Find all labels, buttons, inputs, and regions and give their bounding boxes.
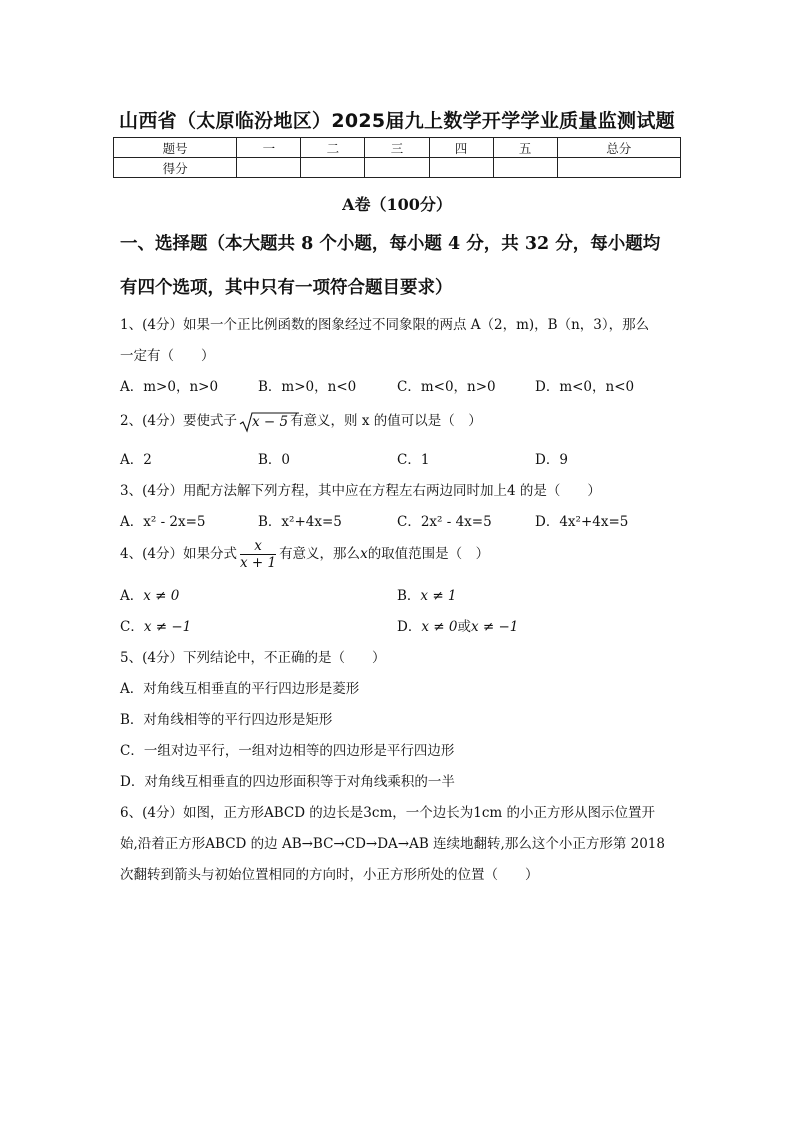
score-cell (301, 158, 365, 178)
q4-option-math: x ≠ −1 (470, 619, 519, 635)
q4-option-math: x ≠ 0 (143, 588, 180, 604)
q1-line: 1、(4分）如果一个正比例函数的图象经过不同象限的两点 A（2，m)，B（n，3），那么 (120, 317, 650, 333)
fraction-expression (240, 538, 276, 571)
exam-title: 山西省（太原临汾地区）2025届九上数学开学学业质量监测试题 (119, 110, 675, 132)
score-header-cell: 题号 (114, 138, 237, 158)
score-header-cell: 五 (493, 138, 557, 158)
sqrt-expression (239, 411, 288, 433)
q4-line (120, 538, 489, 571)
q4-option-or: 或 (457, 619, 471, 635)
q3-option-d: D．4x²+4x=5 (535, 514, 629, 530)
q1-option-b: B．m>0，n<0 (258, 379, 357, 395)
q4-mid: 有意义，那么 (279, 546, 361, 562)
score-header-cell: 一 (237, 138, 301, 158)
q4-option-c (120, 615, 191, 635)
q2-option-d: D．9 (535, 452, 568, 468)
q1-option-c: C．m<0，n>0 (397, 379, 496, 395)
q4-option-d (397, 615, 518, 635)
q5-option-d: D．对角线互相垂直的四边形面积等于对角线乘积的一半 (120, 774, 455, 790)
q2-radicand: x − 5 (251, 413, 289, 430)
radical-sign-icon (239, 411, 299, 433)
score-cell (429, 158, 493, 178)
q1-line: 一定有（ ） (120, 348, 215, 364)
q5-option-a: A．对角线互相垂直的平行四边形是菱形 (120, 681, 360, 697)
q5-line: 5、(4分）下列结论中，不正确的是（ ） (120, 650, 386, 666)
score-header-cell: 总分 (557, 138, 680, 158)
score-header-cell: 四 (429, 138, 493, 158)
q6-line: 次翻转到箭头与初始位置相同的方向时，小正方形所处的位置（ ） (120, 867, 539, 883)
q3-option-c: C．2x² - 4x=5 (397, 514, 492, 530)
q4-option-b (397, 584, 457, 604)
q2-suffix: 有意义，则 x 的值可以是（ ） (290, 413, 482, 429)
q4-option-math: x ≠ −1 (143, 619, 192, 635)
score-row-label: 得分 (114, 158, 237, 178)
score-cell (557, 158, 680, 178)
q4-prefix: 4、(4分）如果分式 (120, 546, 237, 562)
q2-line (120, 409, 482, 433)
score-cell (237, 158, 301, 178)
q4-option-math: x ≠ 1 (420, 588, 457, 604)
q4-suffix: 的取值范围是（ ） (367, 546, 490, 562)
q4-variable: x (360, 546, 368, 562)
q3-line: 3、(4分）用配方法解下列方程，其中应在方程左右两边同时加上4 的是（ ） (120, 483, 601, 499)
q1-option-a: A．m>0，n>0 (120, 379, 219, 395)
q5-option-c: C．一组对边平行，一组对边相等的四边形是平行四边形 (120, 743, 455, 759)
q6-line: 始,沿着正方形ABCD 的边 AB→BC→CD→DA→AB 连续地翻转,那么这个小正方形第 2018 (120, 836, 665, 852)
q5-option-b: B．对角线相等的平行四边形是矩形 (120, 712, 333, 728)
q4-option-letter: A． (120, 588, 144, 604)
score-table-score-row (114, 158, 681, 178)
q2-option-c: C．1 (397, 452, 430, 468)
q4-option-letter: C． (120, 619, 144, 635)
score-header-cell: 三 (365, 138, 429, 158)
section-heading-line: 一、选择题（本大题共 8 个小题，每小题 4 分，共 32 分，每小题均 (120, 234, 661, 254)
q2-prefix: 2、(4分）要使式子 (120, 413, 237, 429)
section-heading (120, 222, 680, 310)
q1-option-d: D．m<0，n<0 (535, 379, 635, 395)
fraction-numerator: x (240, 538, 276, 555)
q3-option-a: A．x² - 2x=5 (120, 514, 206, 530)
q4-option-letter: D． (397, 619, 422, 635)
q2-option-b: B．0 (258, 452, 291, 468)
q6-line: 6、(4分）如图，正方形ABCD 的边长是3cm，一个边长为1cm 的小正方形从图示位置开 (120, 805, 656, 821)
score-table-header-row (114, 138, 681, 158)
q2-option-a: A．2 (120, 452, 152, 468)
fraction-denominator: x + 1 (239, 555, 277, 571)
score-cell (493, 158, 557, 178)
part-title: A卷（100分） (342, 195, 452, 214)
q4-option-a (120, 584, 179, 604)
section-heading-line: 有四个选项，其中只有一项符合题目要求） (120, 278, 453, 298)
score-cell (365, 158, 429, 178)
q4-option-math: x ≠ 0 (421, 619, 458, 635)
score-header-cell: 二 (301, 138, 365, 158)
score-table (113, 137, 681, 178)
q3-option-b: B．x²+4x=5 (258, 514, 342, 530)
q4-option-letter: B． (397, 588, 421, 604)
